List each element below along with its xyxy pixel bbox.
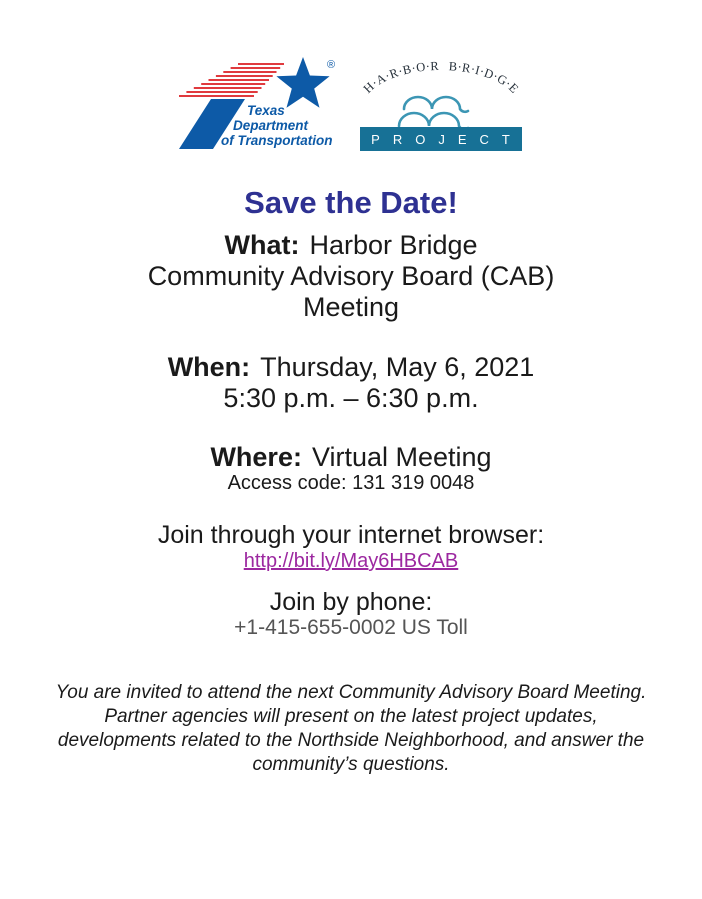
when-label: When: <box>167 352 251 382</box>
txdot-logo <box>179 56 335 152</box>
txdot-wordmark-line1: Texas <box>247 103 285 118</box>
harbor-bridge-project-logo <box>359 56 523 152</box>
join-phone-heading: Join by phone: <box>269 588 433 616</box>
when-section <box>0 352 702 414</box>
where-section <box>0 442 702 473</box>
txdot-star-icon <box>276 57 329 108</box>
txdot-stripes-icon <box>179 64 284 96</box>
meeting-link[interactable]: http://bit.ly/May6HBCAB <box>243 550 459 572</box>
when-line-2: 5:30 p.m. – 6:30 p.m. <box>223 383 479 413</box>
meeting-link-line <box>0 550 702 573</box>
when-value: Thursday, May 6, 2021 <box>260 352 535 382</box>
access-code: Access code: 131 319 0048 <box>227 472 475 494</box>
phone-number: +1-415-655-0002 US Toll <box>234 616 468 639</box>
page-title: Save the Date! <box>244 185 458 220</box>
what-value: Harbor Bridge <box>309 230 478 260</box>
txdot-registered-mark: ® <box>327 59 335 71</box>
what-section <box>0 230 702 323</box>
when-line-1 <box>0 352 702 383</box>
hbp-waves-icon <box>399 97 468 129</box>
what-label: What: <box>224 230 300 260</box>
txdot-wordmark-line3: of Transportation <box>221 133 333 148</box>
where-value: Virtual Meeting <box>311 442 492 472</box>
txdot-wordmark-line2: Department <box>233 118 309 133</box>
what-line-3: Meeting <box>302 292 400 322</box>
hbp-project-label: PROJECT <box>371 132 523 147</box>
where-label: Where: <box>210 442 302 472</box>
invitation-paragraph: You are invited to attend the next Community Advisory Board Meeting. Partner agencies will present on the latest project updates, developments related to the Northside Neighborhood, and answer the community’s questions. <box>55 682 647 775</box>
join-browser-heading: Join through your internet browser: <box>157 521 545 549</box>
what-line-1 <box>0 230 702 261</box>
hbp-arch-text: H·A·R·B·O·R B·R·I·D·G·E <box>360 58 522 96</box>
logo-row <box>0 56 702 152</box>
what-line-2: Community Advisory Board (CAB) <box>147 261 555 291</box>
